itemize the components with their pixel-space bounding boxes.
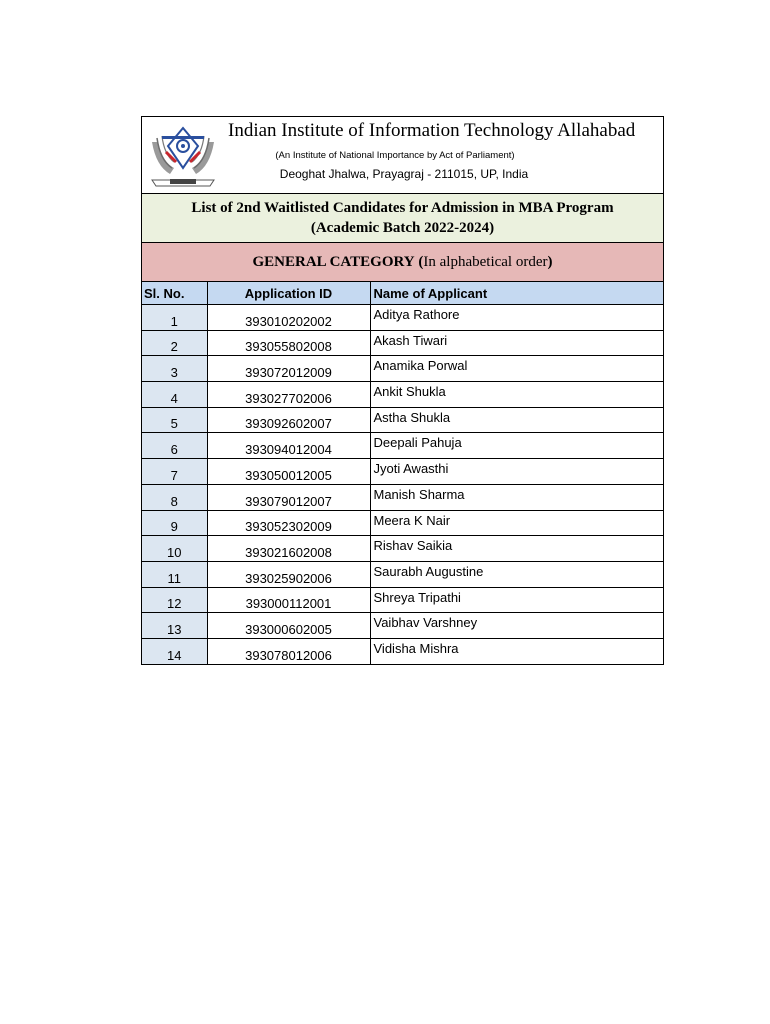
cell-sl-no: 7 <box>142 459 207 485</box>
cell-sl-no: 10 <box>142 536 207 562</box>
cell-sl-no: 6 <box>142 433 207 459</box>
document-title <box>142 194 663 243</box>
institute-address: Deoghat Jhalwa, Prayagraj - 211015, UP, India <box>279 167 529 181</box>
table-row <box>142 484 663 510</box>
cell-applicant-name: Anamika Porwal <box>370 356 663 382</box>
cell-applicant-name: Vidisha Mishra <box>370 638 663 663</box>
table-row <box>142 305 663 331</box>
cell-application-id: 393021602008 <box>207 536 370 562</box>
table-row <box>142 587 663 613</box>
table-row <box>142 561 663 587</box>
cell-sl-no: 12 <box>142 587 207 613</box>
cell-applicant-name: Shreya Tripathi <box>370 587 663 613</box>
cell-application-id: 393000602005 <box>207 613 370 639</box>
cell-sl-no: 14 <box>142 638 207 663</box>
cell-sl-no: 11 <box>142 561 207 587</box>
cell-application-id: 393072012009 <box>207 356 370 382</box>
table-row <box>142 613 663 639</box>
cell-applicant-name: Vaibhav Varshney <box>370 613 663 639</box>
category-note: In alphabetical order <box>423 254 548 270</box>
cell-application-id: 393055802008 <box>207 330 370 356</box>
header-application-id: Application ID <box>207 282 370 305</box>
cell-applicant-name: Ankit Shukla <box>370 382 663 408</box>
table-row <box>142 356 663 382</box>
cell-sl-no: 8 <box>142 484 207 510</box>
cell-applicant-name: Meera K Nair <box>370 510 663 536</box>
cell-application-id: 393025902006 <box>207 561 370 587</box>
category-open-paren: ( <box>418 254 424 270</box>
waitlist-document <box>141 116 664 665</box>
cell-sl-no: 13 <box>142 613 207 639</box>
cell-sl-no: 5 <box>142 407 207 433</box>
cell-sl-no: 4 <box>142 382 207 408</box>
header-name: Name of Applicant <box>370 282 663 305</box>
cell-sl-no: 1 <box>142 305 207 331</box>
institute-name: Indian Institute of Information Technology Allahabad <box>228 120 636 141</box>
cell-application-id: 393010202002 <box>207 305 370 331</box>
cell-application-id: 393050012005 <box>207 459 370 485</box>
cell-applicant-name: Aditya Rathore <box>370 305 663 331</box>
cell-sl-no: 2 <box>142 330 207 356</box>
cell-applicant-name: Akash Tiwari <box>370 330 663 356</box>
table-row <box>142 638 663 663</box>
table-header-row <box>142 282 663 305</box>
cell-applicant-name: Astha Shukla <box>370 407 663 433</box>
candidates-table <box>142 282 663 664</box>
cell-applicant-name: Saurabh Augustine <box>370 561 663 587</box>
document-title-line2: (Academic Batch 2022-2024) <box>310 220 495 236</box>
cell-applicant-name: Manish Sharma <box>370 484 663 510</box>
table-row <box>142 536 663 562</box>
cell-application-id: 393027702006 <box>207 382 370 408</box>
cell-application-id: 393094012004 <box>207 433 370 459</box>
category-name: GENERAL CATEGORY <box>252 254 415 270</box>
table-row <box>142 330 663 356</box>
table-row <box>142 510 663 536</box>
document-title-line1: List of 2nd Waitlisted Candidates for Admission in MBA Program <box>191 200 614 216</box>
cell-sl-no: 9 <box>142 510 207 536</box>
cell-application-id: 393000112001 <box>207 587 370 613</box>
institute-logo-icon <box>148 122 218 188</box>
table-row <box>142 459 663 485</box>
table-row <box>142 382 663 408</box>
cell-application-id: 393078012006 <box>207 638 370 663</box>
cell-application-id: 393079012007 <box>207 484 370 510</box>
category-banner <box>142 243 663 282</box>
table-row <box>142 433 663 459</box>
cell-sl-no: 3 <box>142 356 207 382</box>
institute-subtitle: (An Institute of National Importance by Act of Parliament) <box>275 150 515 161</box>
cell-applicant-name: Jyoti Awasthi <box>370 459 663 485</box>
cell-application-id: 393092602007 <box>207 407 370 433</box>
category-close-paren: ) <box>547 254 553 270</box>
cell-application-id: 393052302009 <box>207 510 370 536</box>
cell-applicant-name: Deepali Pahuja <box>370 433 663 459</box>
header-sl-no: Sl. No. <box>142 282 207 305</box>
institute-header <box>142 117 663 194</box>
table-row <box>142 407 663 433</box>
cell-applicant-name: Rishav Saikia <box>370 536 663 562</box>
